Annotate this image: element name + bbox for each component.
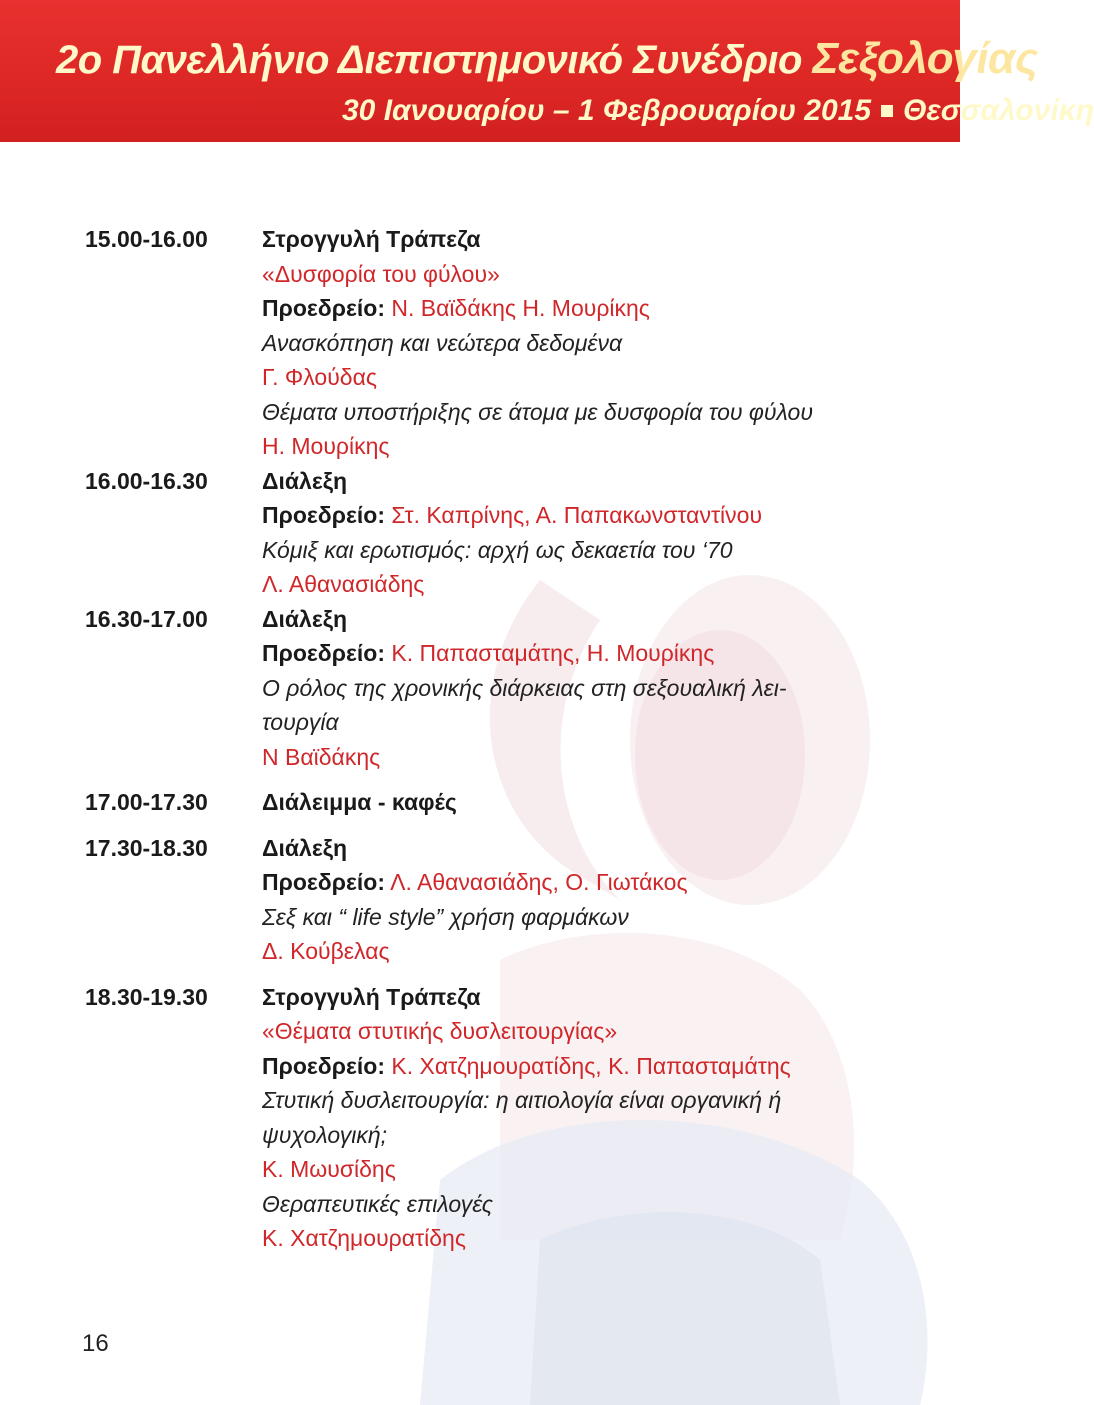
page-header [0,0,1094,142]
talk-title: Θεραπευτικές επιλογές [262,1190,493,1217]
talk-title: Θέματα υποστήριξης σε άτομα με δυσφορία του φύλου [262,398,813,425]
chair-label: Προεδρείο: [262,502,385,528]
talk-speaker: Κ. Μωυσίδης [262,1156,396,1182]
session-item [85,980,925,1256]
chair-label: Προεδρείο: [262,295,385,321]
session-time: 18.30-19.30 [85,983,208,1010]
conference-title-text: 2ο Πανελλήνιο Διεπιστημονικό Συνέδριο [56,38,802,82]
talk-title-line1: Στυτική δυσλειτουργία: η αιτιολογία είναι οργανική ή [262,1087,782,1113]
session-title: Στρογγυλή Τράπεζα [262,226,481,252]
session-chair [262,291,925,326]
session-time: 15.00-16.00 [85,226,208,252]
talk-speaker: Η. Μουρίκης [262,433,390,459]
session-time: 17.30-18.30 [85,834,208,861]
session-title: Διάλειμμα - καφές [262,789,457,815]
talk-title: Κόμιξ και ερωτισμός: αρχή ως δεκαετία του ‘70 [262,536,733,563]
talk-title-line1: Ο ρόλος της χρονικής διάρκειας στη σεξουαλική λει- [262,674,787,701]
chair-label: Προεδρείο: [262,640,385,666]
chair-names: Στ. Καπρίνης, Α. Παπακωνσταντίνου [391,502,763,528]
session-content [262,980,925,1256]
session-title: Διάλεξη [262,834,348,861]
talk-speaker: Λ. Αθανασιάδης [262,571,425,597]
talk-speaker: Κ. Χατζημουρατίδης [262,1225,466,1251]
conference-city: Θεσσαλονίκη [903,94,1094,127]
conference-title [56,34,1038,84]
talk-title-line2: ψυχολογική; [262,1121,387,1148]
session-content [262,222,925,464]
session-chair [262,1049,925,1084]
talk-title-line2: τουργία [262,709,339,735]
session-item [85,785,925,820]
talk-speaker: Δ. Κούβελας [262,938,390,964]
session-chair [262,865,925,900]
program-schedule [85,222,925,1256]
conference-date-range: 30 Ιανουαρίου – 1 Φεβρουαρίου 2015 [342,94,872,127]
chair-names: Λ. Αθανασιάδης, Ο. Γιωτάκος [390,869,688,895]
chair-names: Κ. Παπασταμάτης, Η. Μουρίκης [391,640,715,666]
session-title: Διάλεξη [262,605,348,632]
session-title: Διάλεξη [262,467,348,494]
page-number: 16 [82,1330,109,1357]
session-content [262,831,925,969]
session-content [262,464,925,602]
session-chair [262,498,925,533]
chair-names: Κ. Χατζημουρατίδης, Κ. Παπασταμάτης [391,1052,791,1079]
chair-label: Προεδρείο: [262,869,385,895]
session-title: Στρογγυλή Τράπεζα [262,983,481,1010]
session-content [262,602,925,775]
session-time: 16.00-16.30 [85,467,208,494]
talk-speaker: Γ. Φλούδας [262,364,377,390]
session-time: 16.30-17.00 [85,605,208,632]
session-item [85,602,925,775]
talk-title: Σεξ και “ life style” χρήση φαρμάκων [262,903,629,930]
conference-dates [342,94,1094,128]
talk-speaker: Ν Βαϊδάκης [262,743,381,770]
conference-brand: Σεξολογίας [812,34,1038,83]
talk-title: Ανασκόπηση και νεώτερα δεδομένα [262,329,623,356]
session-subtitle: «Δυσφορία του φύλου» [262,260,500,287]
chair-names: Ν. Βαϊδάκης Η. Μουρίκης [391,295,650,321]
session-time: 17.00-17.30 [85,789,208,815]
chair-label: Προεδρείο: [262,1052,385,1079]
session-content [262,785,925,820]
session-subtitle: «Θέματα στυτικής δυσλειτουργίας» [262,1018,618,1044]
session-item [85,831,925,969]
square-bullet-icon [881,105,893,117]
session-chair [262,636,925,671]
session-item [85,464,925,602]
session-item [85,222,925,464]
